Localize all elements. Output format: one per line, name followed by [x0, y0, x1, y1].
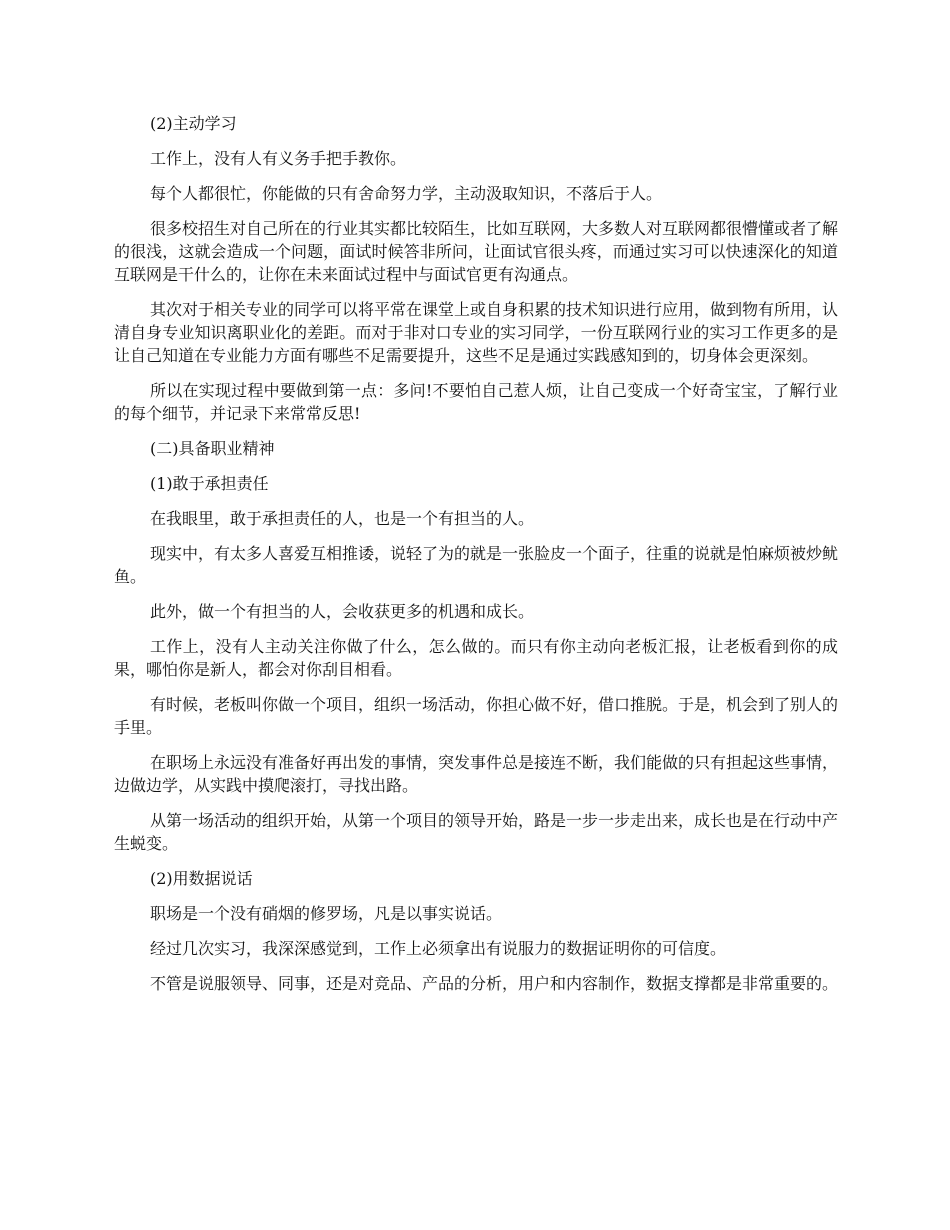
paragraph: 此外，做一个有担当的人，会收获更多的机遇和成长。 — [150, 602, 535, 621]
section-heading-speak-with-data: (2)用数据说话 — [150, 869, 253, 888]
paragraph: 从第一场活动的组织开始，从第一个项目的领导开始，路是一步一步走出来，成长也是在行动中产生蜕变。 — [114, 811, 839, 853]
paragraph: 在职场上永远没有准备好再出发的事情，突发事件总是接连不断，我们能做的只有担起这些事情，边做边学，从实践中摸爬滚打，寻找出路。 — [114, 753, 839, 795]
paragraph: 所以在实现过程中要做到第一点：多问!不要怕自己惹人烦，让自己变成一个好奇宝宝，了解行业的每个细节，并记录下来常常反思! — [114, 381, 838, 423]
paragraph: 经过几次实习，我深深感觉到，工作上必须拿出有说服力的数据证明你的可信度。 — [150, 939, 727, 958]
paragraph: 每个人都很忙，你能做的只有舍命努力学，主动汲取知识，不落后于人。 — [150, 184, 663, 203]
paragraph: 在我眼里，敢于承担责任的人，也是一个有担当的人。 — [150, 509, 535, 528]
paragraph: 职场是一个没有硝烟的修罗场，凡是以事实说话。 — [150, 904, 503, 923]
paragraph: 工作上，没有人有义务手把手教你。 — [150, 149, 407, 168]
paragraph: 有时候，老板叫你做一个项目，组织一场活动，你担心做不好，借口推脱。于是，机会到了别人的手里。 — [114, 695, 839, 737]
section-heading-take-responsibility: (1)敢于承担责任 — [150, 474, 269, 493]
paragraph: 很多校招生对自己所在的行业其实都比较陌生，比如互联网，大多数人对互联网都很懵懂或者了解的很浅，这就会造成一个问题，面试时候答非所问，让面试官很头疼，而通过实习可以快速深化的知道互联网是干什么的，让你在未来面试过程中与面试官更有沟通点。 — [114, 219, 839, 284]
paragraph: 不管是说服领导、同事，还是对竞品、产品的分析，用户和内容制作，数据支撑都是非常重要的。 — [150, 974, 839, 993]
paragraph: 现实中，有太多人喜爱互相推诿，说轻了为的就是一张脸皮一个面子，往重的说就是怕麻烦被炒鱿鱼。 — [114, 544, 839, 586]
section-heading-professional-spirit: (二)具备职业精神 — [150, 439, 275, 458]
paragraph: 工作上，没有人主动关注你做了什么，怎么做的。而只有你主动向老板汇报，让老板看到你的成果，哪怕你是新人，都会对你刮目相看。 — [114, 637, 838, 679]
section-heading-active-learning: (2)主动学习 — [150, 114, 237, 133]
paragraph: 其次对于相关专业的同学可以将平常在课堂上或自身积累的技术知识进行应用，做到物有所用，认清自身专业知识离职业化的差距。而对于非对口专业的实习同学，一份互联网行业的实习工作更多的是让自己知道在专业能力方面有哪些不足需要提升，这些不足是通过实践感知到的，切身体会更深刻。 — [114, 300, 839, 365]
